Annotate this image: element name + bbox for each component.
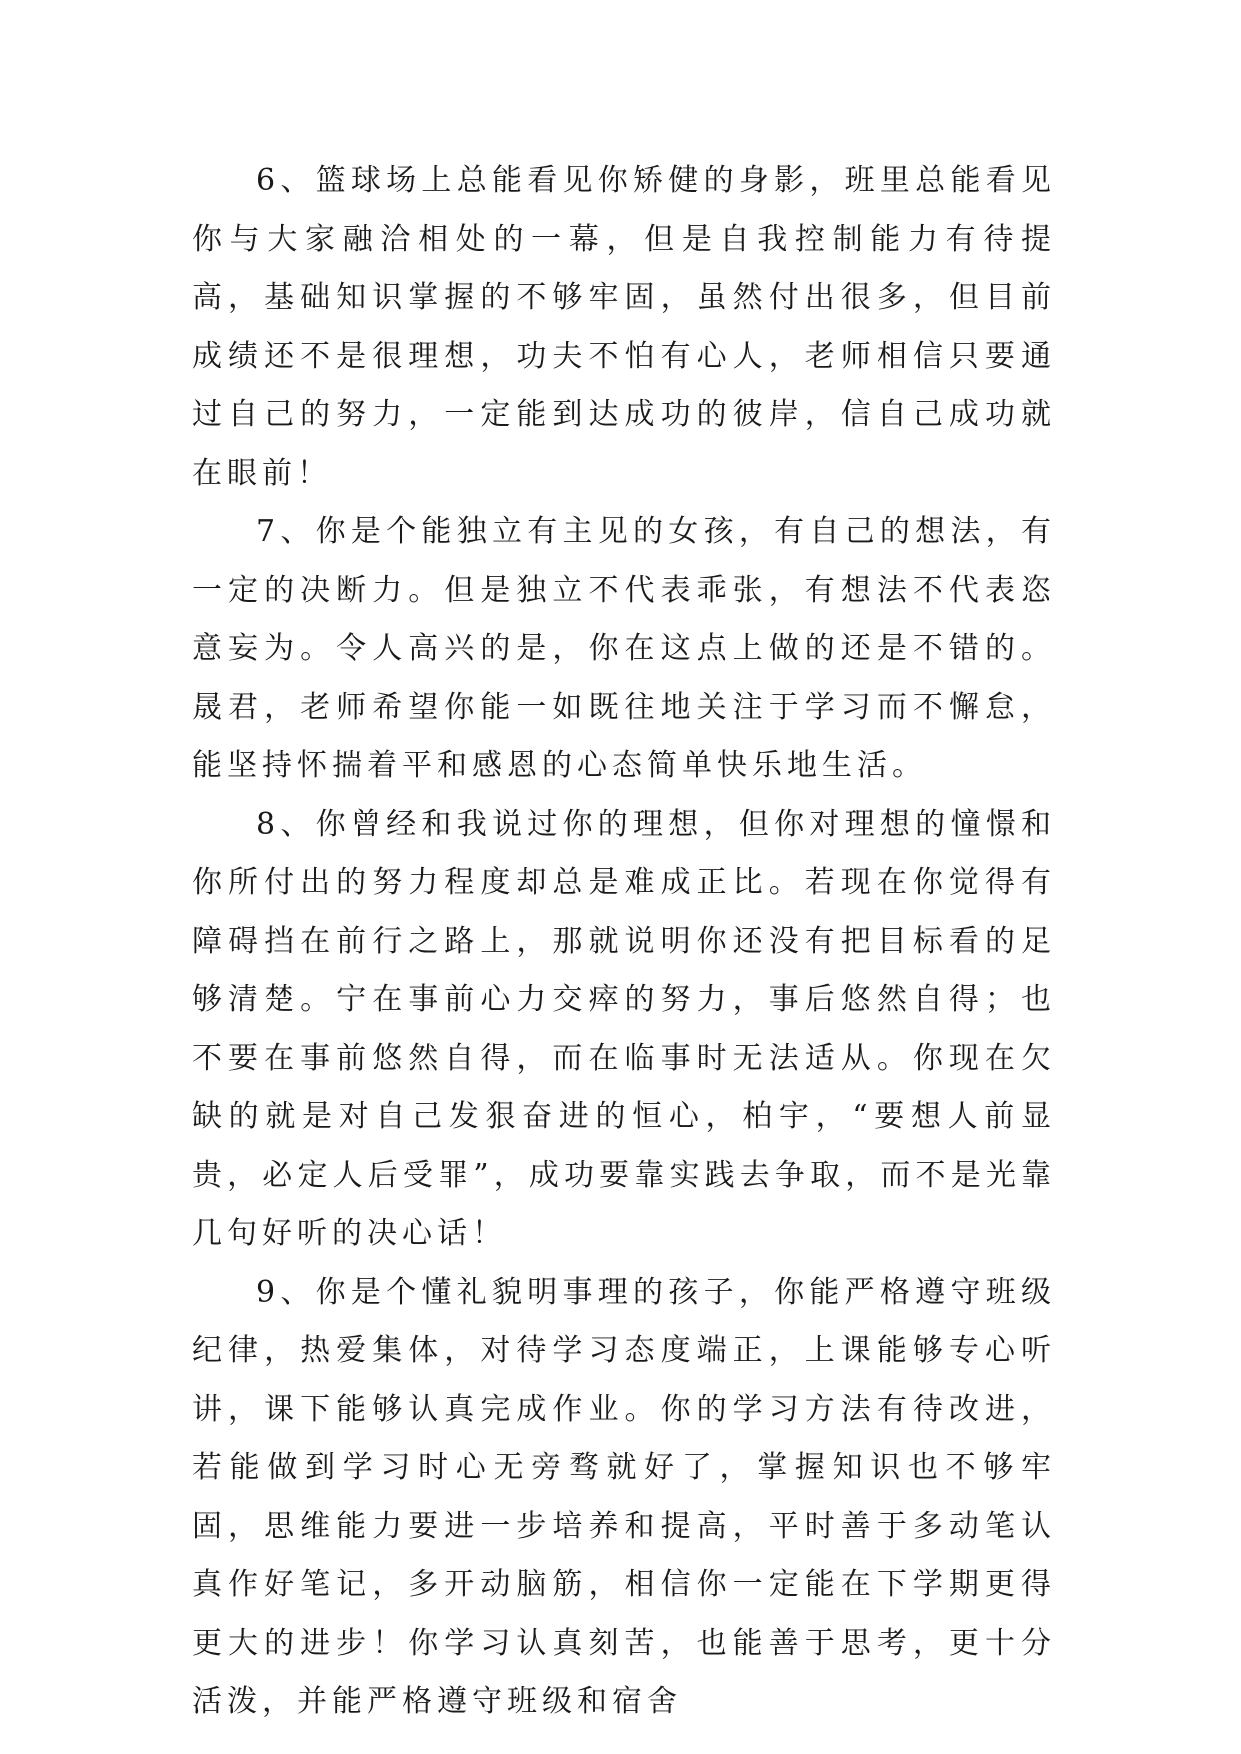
document-body: [192, 152, 1056, 1732]
paragraph-comment-7: 7、你是个能独立有主见的女孩，有自己的想法，有一定的决断力。但是独立不代表乖张，有想法不代表恣意妄为。令人高兴的是，你在这点上做的还是不错的。晟君，老师希望你能一如既往地关注于学习而不懈怠，能坚持怀揣着平和感恩的心态简单快乐地生活。: [192, 514, 1056, 783]
paragraph-comment-6: 6、篮球场上总能看见你矫健的身影，班里总能看见你与大家融洽相处的一幕，但是自我控制能力有待提高，基础知识掌握的不够牢固，虽然付出很多，但目前成绩还不是很理想，功夫不怕有心人，老师相信只要通过自己的努力，一定能到达成功的彼岸，信自己成功就在眼前！: [192, 163, 1056, 491]
paragraph-comment-9: 9、你是个懂礼貌明事理的孩子，你能严格遵守班级纪律，热爱集体，对待学习态度端正，上课能够专心听讲，课下能够认真完成作业。你的学习方法有待改进，若能做到学习时心无旁骛就好了，掌握知识也不够牢固，思维能力要进一步培养和提高，平时善于多动笔认真作好笔记，多开动脑筋，相信你一定能在下学期更得更大的进步！你学习认真刻苦，也能善于思考，更十分活泼，并能严格遵守班级和宿舍: [192, 1274, 1056, 1719]
paragraph-comment-8: 8、你曾经和我说过你的理想，但你对理想的憧憬和你所付出的努力程度却总是难成正比。若现在你觉得有障碍挡在前行之路上，那就说明你还没有把目标看的足够清楚。宁在事前心力交瘁的努力，事后悠然自得；也不要在事前悠然自得，而在临事时无法适从。你现在欠缺的就是对自己发狠奋进的恒心，柏宇，“要想人前显贵，必定人后受罪”，成功要靠实践去争取，而不是光靠几句好听的决心话！: [192, 806, 1056, 1251]
